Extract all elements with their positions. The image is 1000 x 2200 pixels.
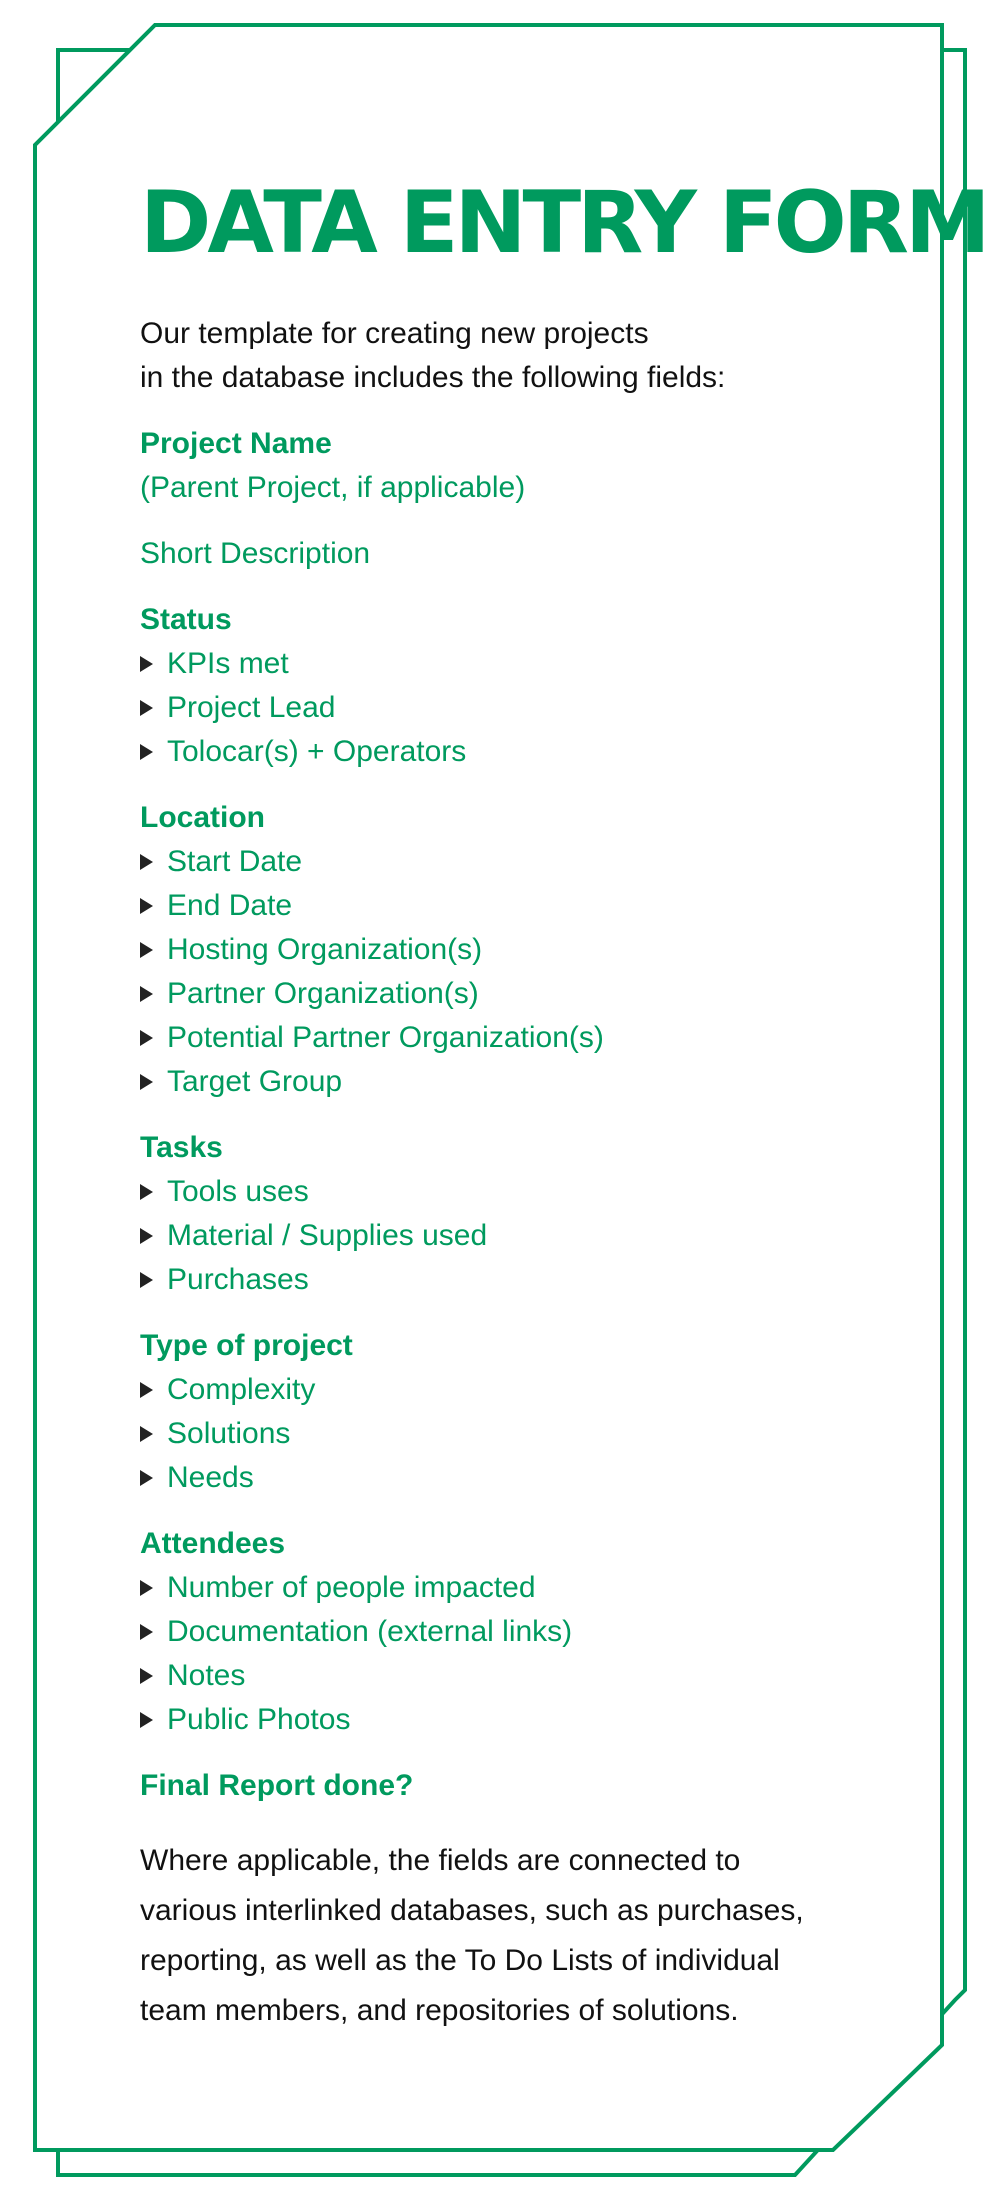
section-header: Location [140,801,265,834]
field-item-label: Tolocar(s) + Operators [167,735,467,768]
triangle-right-icon [140,1074,153,1090]
field-item [140,1060,900,1104]
field-section [140,532,900,576]
field-item [140,1170,900,1214]
field-item-label: End Date [167,889,293,922]
field-section [140,796,900,1104]
field-section [140,1126,900,1302]
field-item [140,686,900,730]
triangle-right-icon [140,1426,153,1442]
field-item-label: Number of people impacted [167,1571,536,1604]
section-header: Status [140,603,232,636]
field-item [140,1654,900,1698]
field-item-label: Target Group [167,1065,343,1098]
field-item [140,1456,900,1500]
field-item-label: Partner Organization(s) [167,977,479,1010]
triangle-right-icon [140,1668,153,1684]
field-item [140,1258,900,1302]
form-content [140,173,987,2036]
field-item-label: Hosting Organization(s) [167,933,483,966]
triangle-right-icon [140,1030,153,1046]
triangle-right-icon [140,1228,153,1244]
triangle-right-icon [140,898,153,914]
field-section [140,1324,900,1500]
field-item [140,1566,900,1610]
field-item-label: Complexity [167,1373,316,1406]
field-item [140,1610,900,1654]
triangle-right-icon [140,942,153,958]
triangle-right-icon [140,1624,153,1640]
field-item [140,840,900,884]
field-item-label: Material / Supplies used [167,1219,488,1252]
intro-text [140,312,900,400]
triangle-right-icon [140,1470,153,1486]
closing-line: reporting, as well as the To Do Lists of individual [140,1944,780,1977]
section-header: Final Report done? [140,1769,414,1802]
field-item [140,730,900,774]
field-section [140,598,900,774]
field-item-label: Solutions [167,1417,291,1450]
triangle-right-icon [140,700,153,716]
field-item [140,1016,900,1060]
field-item [140,928,900,972]
closing-line: Where applicable, the fields are connected to [140,1844,741,1877]
triangle-right-icon [140,1272,153,1288]
closing-line: various interlinked databases, such as purchases, [140,1894,804,1927]
field-item [140,972,900,1016]
field-item [140,1214,900,1258]
triangle-right-icon [140,656,153,672]
triangle-right-icon [140,744,153,760]
field-section [140,1522,900,1742]
triangle-right-icon [140,1580,153,1596]
triangle-right-icon [140,1184,153,1200]
section-subheader: (Parent Project, if applicable) [140,471,526,504]
field-item-label: Potential Partner Organization(s) [167,1021,604,1054]
field-item-label: Needs [167,1461,254,1494]
field-section [140,1764,900,1808]
triangle-right-icon [140,1382,153,1398]
triangle-right-icon [140,854,153,870]
field-item-label: Project Lead [167,691,336,724]
intro-line: in the database includes the following fields: [140,361,726,394]
section-header: Project Name [140,427,332,460]
section-header: Tasks [140,1131,223,1164]
closing-line: team members, and repositories of solutions. [140,1994,739,2027]
field-item-label: Public Photos [167,1703,351,1736]
field-item-label: Documentation (external links) [167,1615,573,1648]
section-subheader: Short Description [140,537,371,570]
field-item-label: Tools uses [167,1175,309,1208]
field-item [140,1698,900,1742]
field-item [140,1368,900,1412]
field-item [140,884,900,928]
field-item-label: KPIs met [167,647,289,680]
intro-line: Our template for creating new projects [140,317,649,350]
field-sections [140,422,900,1808]
section-header: Attendees [140,1527,286,1560]
triangle-right-icon [140,1712,153,1728]
page-title: DATA ENTRY FORM [140,173,987,273]
section-header: Type of project [140,1329,353,1362]
field-item-label: Start Date [167,845,303,878]
closing-text [140,1836,900,2036]
field-item [140,642,900,686]
field-item-label: Purchases [167,1263,309,1296]
field-item [140,1412,900,1456]
field-item-label: Notes [167,1659,246,1692]
triangle-right-icon [140,986,153,1002]
field-section [140,422,900,510]
